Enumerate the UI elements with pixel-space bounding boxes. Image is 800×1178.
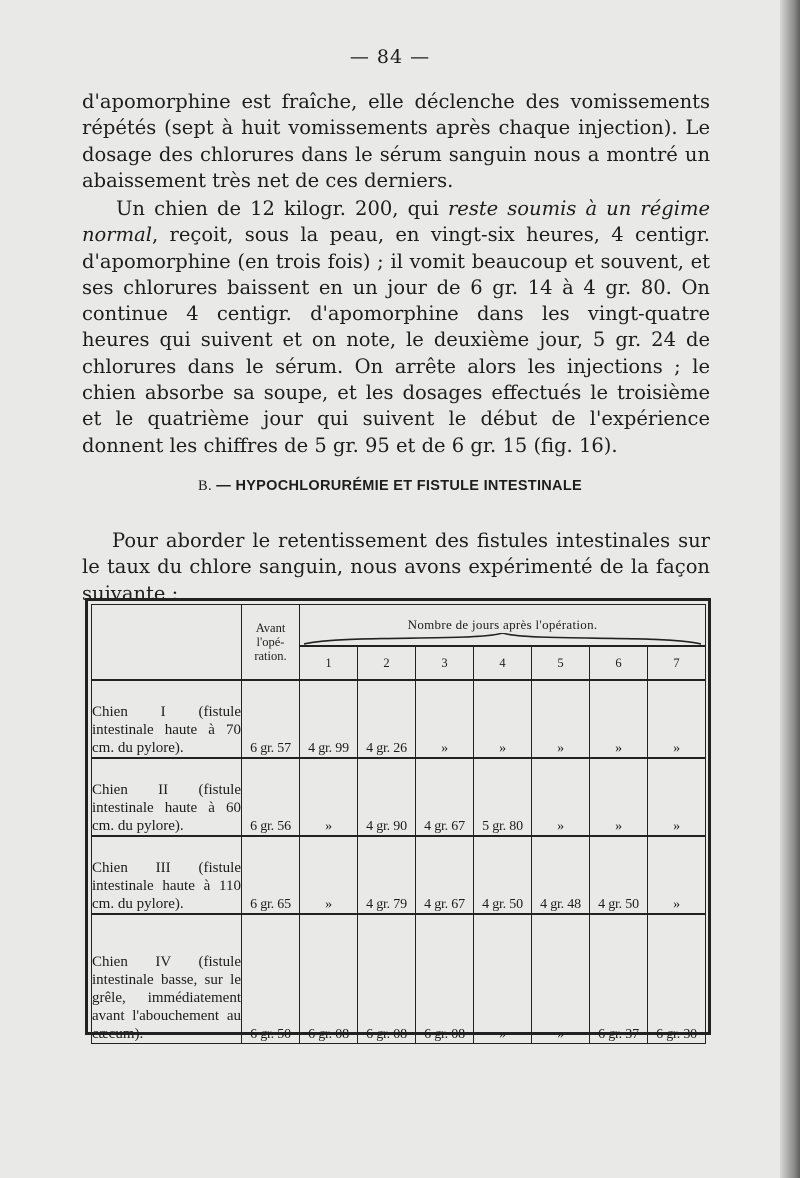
cell-day-4: 4 gr. 50: [474, 836, 532, 914]
cell-day-3: 6 gr. 08: [416, 914, 474, 1044]
day-header-2: 2: [358, 646, 416, 680]
row-label: Chien IV (fistule intestinale basse, sur le grêle, immédiatement avant l'abouchement au cæcum).: [92, 914, 242, 1044]
section-dash: —: [216, 478, 232, 494]
cell-day-2: 4 gr. 79: [358, 836, 416, 914]
table-row: [92, 680, 706, 758]
table-corner-cell: [92, 605, 242, 681]
row-label: Chien III (fistule intestinale haute à 110 cm. du pylore).: [92, 836, 242, 914]
day-header-3: 3: [416, 646, 474, 680]
cell-before: 6 gr. 65: [242, 836, 300, 914]
page-number: — 84 —: [349, 46, 431, 68]
cell-day-6: »: [590, 758, 648, 836]
cell-day-5: »: [532, 758, 590, 836]
cell-day-7: »: [648, 680, 706, 758]
cell-day-5: »: [532, 680, 590, 758]
cell-day-6: 4 gr. 50: [590, 836, 648, 914]
results-table: [91, 604, 706, 1044]
cell-day-3: 4 gr. 67: [416, 758, 474, 836]
paragraph-1: d'apomorphine est fraîche, elle déclenche des vomissements répétés (sept à huit vomissements après chaque injection). Le dosage des chlorures dans le sérum sanguin nous a montré un abaissement très net de ces derniers.: [82, 90, 710, 192]
cell-day-3: 4 gr. 67: [416, 836, 474, 914]
cell-day-1: 6 gr. 08: [300, 914, 358, 1044]
day-header-4: 4: [474, 646, 532, 680]
header-before-operation: Avant l'opé-ration.: [242, 605, 300, 681]
cell-day-7: »: [648, 836, 706, 914]
cell-before: 6 gr. 56: [242, 758, 300, 836]
cell-day-5: 4 gr. 48: [532, 836, 590, 914]
day-header-1: 1: [300, 646, 358, 680]
cell-before: 6 gr. 50: [242, 914, 300, 1044]
section-title: HYPOCHLORURÉMIE ET FISTULE INTESTINALE: [235, 478, 582, 494]
header-days-title: Nombre de jours après l'opération.: [407, 617, 598, 632]
table-row: [92, 914, 706, 1044]
cell-day-5: »: [532, 914, 590, 1044]
cell-day-4: »: [474, 914, 532, 1044]
table-row: [92, 836, 706, 914]
header-days-after-operation: [300, 605, 706, 647]
section-heading: [0, 478, 780, 495]
day-header-7: 7: [648, 646, 706, 680]
table-row: [92, 758, 706, 836]
cell-day-4: 5 gr. 80: [474, 758, 532, 836]
row-label: Chien I (fistule intestinale haute à 70 cm. du pylore).: [92, 680, 242, 758]
paragraph-2-emphasis: reste soumis à un régime normal: [82, 197, 711, 247]
cell-before: 6 gr. 57: [242, 680, 300, 758]
day-header-6: 6: [590, 646, 648, 680]
cell-day-1: 4 gr. 99: [300, 680, 358, 758]
paragraph-2-start: Un chien de 12 kilogr. 200, qui: [116, 197, 448, 220]
row-label: Chien II (fistule intestinale haute à 60 cm. du pylore).: [92, 758, 242, 836]
book-spine-shadow: [780, 0, 800, 1178]
cell-day-1: »: [300, 836, 358, 914]
section-letter: B.: [198, 478, 212, 494]
cell-day-4: »: [474, 680, 532, 758]
paragraph-2-rest: , reçoit, sous la peau, en vingt-six heures, 4 centigr. d'apomorphine (en trois fois) ; il vomit beaucoup et souvent, et ses chlorures baissent en un jour de 6 gr. 14 à 4 gr. 80. On continue 4 centigr. d'apomorphine dans les vingt-quatre heures qui suivent et on note, le deuxième jour, 5 gr. 24 de chlorures dans le sérum. On arrête alors les injections ; le chien absorbe sa soupe, et les dosages effectués le troisième et le quatrième jour qui suivent le début de l'expérience donnent les chiffres de 5 gr. 95 et de 6 gr. 15 (fig. 16).: [82, 223, 710, 457]
cell-day-7: »: [648, 758, 706, 836]
day-header-5: 5: [532, 646, 590, 680]
cell-day-2: 6 gr. 08: [358, 914, 416, 1044]
cell-day-6: 6 gr. 37: [590, 914, 648, 1044]
paragraph-2: [82, 196, 710, 459]
cell-day-7: 6 gr. 30: [648, 914, 706, 1044]
cell-day-1: »: [300, 758, 358, 836]
results-table-frame: [85, 598, 711, 1042]
cell-day-2: 4 gr. 90: [358, 758, 416, 836]
cell-day-3: »: [416, 680, 474, 758]
intro-paragraph: Pour aborder le retentissement des fistules intestinales sur le taux du chlore sanguin, nous avons expérimenté de la façon suivante :: [82, 529, 710, 605]
header-brace: [304, 633, 701, 645]
cell-day-2: 4 gr. 26: [358, 680, 416, 758]
cell-day-6: »: [590, 680, 648, 758]
